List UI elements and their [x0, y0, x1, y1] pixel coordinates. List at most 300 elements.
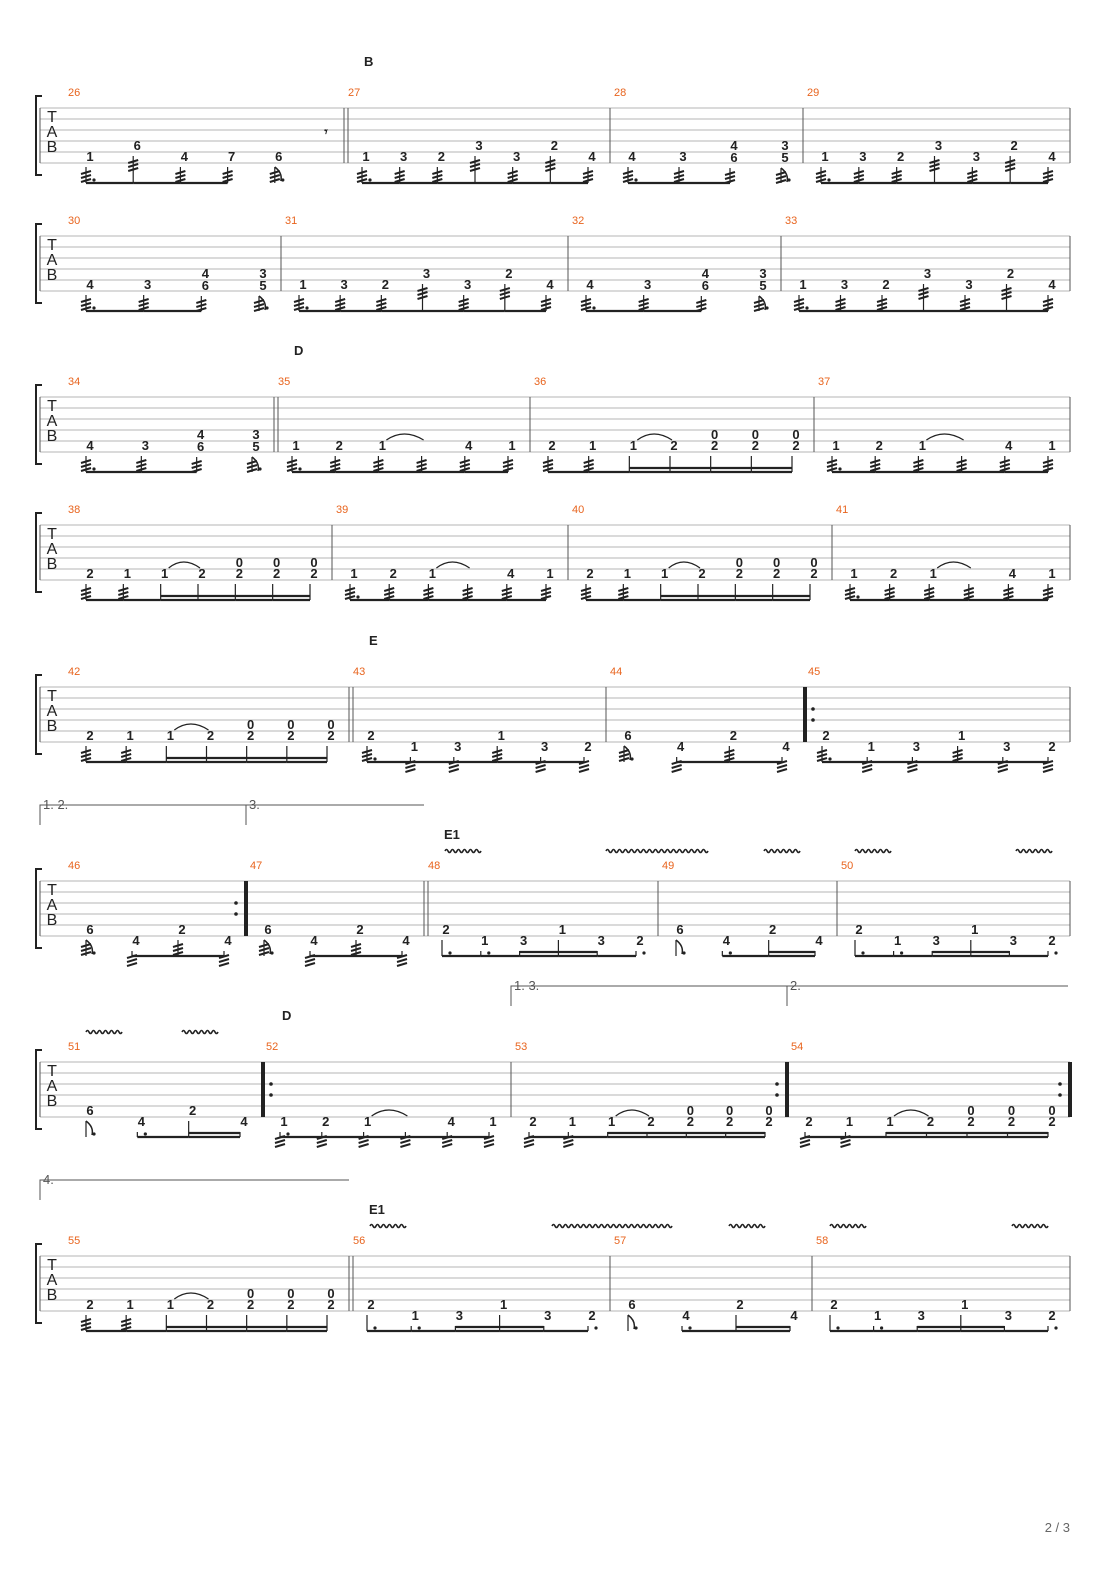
tab-clef-letter: A [46, 703, 58, 720]
tab-clef-letter: A [46, 252, 58, 269]
fret-number: 2 [189, 1103, 197, 1118]
fret-number: 5 [259, 278, 267, 293]
tab-clef-letter: B [46, 139, 58, 156]
staff-system [36, 343, 1070, 472]
fret-number: 2 [367, 1297, 375, 1312]
fret-number: 3 [1009, 933, 1018, 948]
duration-dot [265, 306, 268, 309]
tremolo-stroke [841, 1140, 851, 1143]
fret-number: 2 [751, 438, 759, 453]
fret-number: 2 [1007, 1114, 1016, 1129]
fret-number: 4 [86, 438, 94, 453]
fret-number: 1 [489, 1114, 497, 1129]
fret-number: 2 [586, 566, 594, 581]
fret-number: 2 [588, 1308, 596, 1323]
fret-number: 1 [873, 1308, 882, 1323]
vibrato-mark [552, 1225, 672, 1228]
fret-number: 6 [624, 728, 632, 743]
staff-system [36, 504, 1070, 600]
fret-number: 2 [442, 922, 450, 937]
tremolo-stroke [449, 769, 459, 772]
fret-number: 2 [327, 728, 335, 743]
duration-dot [880, 1326, 883, 1329]
repeat-start-bar [261, 1062, 265, 1117]
tremolo-stroke [405, 765, 415, 768]
tie-arc [174, 724, 208, 730]
fret-number: 0 [726, 1103, 734, 1118]
fret-number: 2 [327, 1297, 335, 1312]
tremolo-stroke [800, 1144, 810, 1147]
duration-dot [144, 1132, 147, 1135]
fret-number: 1 [558, 922, 567, 937]
tremolo-stroke [219, 963, 229, 966]
tie-arc [386, 434, 423, 440]
fret-number: 1 [961, 1297, 969, 1312]
repeat-dot [269, 1082, 273, 1086]
measure-number: 45 [808, 666, 821, 678]
tremolo-stroke [672, 769, 682, 772]
fret-number: 3 [1003, 739, 1011, 754]
fret-number: 1 [161, 566, 169, 581]
tremolo-stroke [275, 1144, 285, 1147]
vibrato-mark [1016, 850, 1052, 853]
fret-number: 2 [548, 438, 556, 453]
section-marker: D [282, 1008, 292, 1023]
fret-number: 6 [86, 1103, 94, 1118]
tremolo-stroke [998, 769, 1008, 772]
tremolo-stroke [579, 769, 589, 772]
volta-bracket [511, 986, 787, 1006]
fret-number: 2 [287, 728, 295, 743]
tab-clef-letter: B [46, 428, 58, 445]
fret-number: 3 [859, 149, 867, 164]
tremolo-stroke [862, 765, 872, 768]
fret-number: 4 [507, 566, 515, 581]
measure-number: 44 [610, 666, 623, 678]
fret-number: 3 [454, 739, 462, 754]
tremolo-stroke [397, 959, 407, 962]
fret-number: 2 [389, 566, 397, 581]
duration-dot [487, 951, 490, 954]
volta-label: 2. [790, 978, 801, 993]
fret-number: 2 [287, 1297, 295, 1312]
volta-label: 1. 2. [43, 797, 69, 812]
duration-dot [448, 951, 451, 954]
tie-arc [616, 1110, 649, 1116]
repeat-dot [234, 901, 238, 905]
tab-clef-letter: B [46, 556, 58, 573]
duration-dot [258, 467, 261, 470]
fret-number: 0 [765, 1103, 773, 1118]
fret-number: 0 [327, 717, 335, 732]
measure-number: 46 [68, 860, 81, 872]
measure-number: 38 [68, 504, 81, 516]
tremolo-stroke [317, 1144, 327, 1147]
fret-number: 3 [464, 277, 472, 292]
fret-number: 2 [550, 138, 558, 153]
fret-number: 0 [247, 1286, 255, 1301]
tremolo-stroke [127, 959, 137, 962]
fret-number: 1 [428, 566, 437, 581]
fret-number: 2 [1048, 1114, 1056, 1129]
staff-system [36, 797, 1070, 966]
tremolo-stroke [998, 765, 1008, 768]
staff-system [36, 54, 1070, 183]
volta-bracket [40, 805, 246, 825]
fret-number: 2 [822, 728, 830, 743]
fret-number: 4 [586, 277, 594, 292]
tie-arc [926, 434, 963, 440]
measure-number: 43 [353, 666, 366, 678]
tremolo-stroke [907, 765, 917, 768]
duration-dot [298, 467, 301, 470]
fret-number: 0 [810, 555, 818, 570]
fret-number: 1 [123, 566, 131, 581]
fret-number: 4 [682, 1308, 690, 1323]
fret-number: 3 [540, 739, 549, 754]
fret-number: 4 [815, 933, 823, 948]
fret-number: 1 [893, 933, 902, 948]
fret-number: 3 [400, 149, 408, 164]
fret-number: 2 [367, 728, 375, 743]
vibrato-mark [606, 850, 708, 853]
section-marker: B [364, 54, 374, 69]
fret-number: 2 [830, 1297, 838, 1312]
fret-number: 2 [247, 728, 255, 743]
duration-dot [373, 1326, 376, 1329]
fret-number: 2 [769, 922, 777, 937]
fret-number: 1 [166, 1297, 174, 1312]
fret-number: 1 [280, 1114, 288, 1129]
fret-number: 2 [86, 1297, 94, 1312]
fret-number: 1 [86, 149, 94, 164]
fret-number: 6 [86, 922, 94, 937]
duration-dot [92, 467, 95, 470]
measure-number: 51 [68, 1041, 81, 1053]
fret-number: 1 [126, 1297, 134, 1312]
fret-number: 1 [292, 438, 300, 453]
staff-system [36, 215, 1070, 311]
fret-number: 2 [686, 1114, 694, 1129]
fret-number: 7 [227, 149, 236, 164]
vibrato-mark [855, 850, 891, 853]
fret-number: 3 [259, 266, 267, 281]
section-marker: D [294, 343, 304, 358]
tremolo-stroke [1043, 765, 1053, 768]
fret-number: 0 [735, 555, 743, 570]
tab-clef-letter: A [46, 897, 58, 914]
fret-number: 1 [850, 566, 858, 581]
tab-clef-letter: B [46, 718, 58, 735]
measure-number: 33 [785, 215, 798, 227]
fret-number: 1 [126, 728, 134, 743]
fret-number: 0 [967, 1103, 975, 1118]
fret-number: 3 [934, 138, 943, 153]
fret-number: 3 [644, 277, 652, 292]
fret-number: 2 [584, 739, 592, 754]
tab-clef-letter: T [47, 1257, 57, 1274]
fret-number: 3 [544, 1308, 552, 1323]
fret-number: 3 [965, 277, 973, 292]
duration-dot [856, 595, 859, 598]
fret-number: 4 [722, 933, 730, 948]
tremolo-stroke [449, 765, 459, 768]
fret-number: 2 [875, 438, 883, 453]
tremolo-stroke [359, 1144, 369, 1147]
tremolo-stroke [777, 769, 787, 772]
tremolo-stroke [524, 1140, 534, 1143]
fret-number: 2 [810, 566, 818, 581]
tie-arc [174, 1293, 208, 1299]
fret-number: 2 [882, 277, 890, 292]
fret-number: 1 [411, 1308, 419, 1323]
tab-clef-letter: B [46, 267, 58, 284]
tremolo-stroke [1043, 769, 1053, 772]
duration-dot [356, 595, 359, 598]
measure-number: 50 [841, 860, 854, 872]
duration-dot [828, 757, 831, 760]
tab-clef-letter: A [46, 124, 58, 141]
fret-number: 2 [206, 1297, 215, 1312]
note-flag [628, 1315, 634, 1329]
fret-number: 5 [252, 439, 260, 454]
fret-number: 3 [597, 933, 605, 948]
fret-number: 0 [310, 555, 318, 570]
repeat-end-bar [1068, 1062, 1072, 1117]
tremolo-stroke [400, 1140, 410, 1143]
fret-number: 1 [546, 566, 554, 581]
tremolo-stroke [442, 1144, 452, 1147]
measure-number: 58 [816, 1235, 829, 1247]
fret-number: 3 [679, 149, 687, 164]
fret-number: 2 [1048, 1308, 1056, 1323]
fret-number: 4 [1008, 566, 1017, 581]
tremolo-stroke [400, 1144, 410, 1147]
fret-number: 1 [971, 922, 979, 937]
duration-dot [92, 951, 95, 954]
tremolo-stroke [405, 769, 415, 772]
fret-number: 4 [201, 266, 209, 281]
duration-dot [861, 951, 864, 954]
fret-number: 6 [197, 439, 205, 454]
measure-number: 37 [818, 376, 831, 388]
fret-number: 6 [701, 278, 709, 293]
fret-number: 2 [726, 1114, 734, 1129]
fret-number: 1 [886, 1114, 894, 1129]
duration-dot [92, 178, 95, 181]
fret-number: 6 [676, 922, 684, 937]
fret-number: 1 [1048, 566, 1056, 581]
fret-number: 1 [1048, 438, 1056, 453]
tremolo-stroke [275, 1140, 285, 1143]
fret-number: 2 [1048, 933, 1056, 948]
tab-clef-letter: T [47, 688, 57, 705]
fret-number: 2 [773, 566, 781, 581]
fret-number: 6 [628, 1297, 636, 1312]
fret-number: 3 [972, 149, 980, 164]
fret-number: 0 [1007, 1103, 1016, 1118]
tremolo-stroke [672, 765, 682, 768]
fret-number: 2 [729, 728, 737, 743]
vibrato-mark [182, 1031, 218, 1034]
fret-number: 2 [356, 922, 364, 937]
tie-arc [669, 562, 700, 568]
fret-number: 2 [765, 1114, 773, 1129]
measure-number: 34 [68, 376, 81, 388]
fret-number: 2 [805, 1114, 813, 1129]
section-marker: E [369, 633, 378, 648]
tremolo-stroke [305, 963, 315, 966]
fret-number: 2 [967, 1114, 975, 1129]
tremolo-stroke [317, 1140, 327, 1143]
fret-number: 1 [623, 566, 631, 581]
fret-number: 3 [144, 277, 152, 292]
duration-dot [286, 1132, 289, 1135]
tremolo-stroke [305, 959, 315, 962]
fret-number: 2 [322, 1114, 330, 1129]
fret-number: 4 [546, 277, 554, 292]
fret-number: 1 [845, 1114, 854, 1129]
duration-dot [827, 178, 830, 181]
fret-number: 2 [529, 1114, 537, 1129]
tie-arc [637, 434, 672, 440]
fret-number: 2 [698, 566, 706, 581]
fret-number: 0 [327, 1286, 335, 1301]
fret-number: 3 [759, 266, 767, 281]
fret-number: 0 [235, 555, 243, 570]
section-marker: E1 [369, 1202, 385, 1217]
fret-number: 1 [378, 438, 387, 453]
repeat-dot [234, 912, 238, 916]
fret-number: 1 [481, 933, 489, 948]
repeat-start-bar [803, 687, 807, 742]
duration-dot [838, 467, 841, 470]
fret-number: 4 [132, 933, 140, 948]
fret-number: 2 [735, 566, 743, 581]
measure-number: 35 [278, 376, 291, 388]
duration-dot [281, 178, 284, 181]
fret-number: 1 [918, 438, 927, 453]
fret-number: 0 [792, 427, 800, 442]
fret-number: 1 [608, 1114, 616, 1129]
fret-number: 4 [588, 149, 596, 164]
fret-number: 3 [513, 149, 521, 164]
duration-dot [765, 306, 768, 309]
fret-number: 0 [711, 427, 719, 442]
tie-arc [894, 1110, 929, 1116]
fret-number: 1 [661, 566, 669, 581]
fret-number: 4 [86, 277, 94, 292]
fret-number: 1 [957, 728, 966, 743]
tab-clef-letter: T [47, 109, 57, 126]
duration-dot [642, 951, 645, 954]
measure-number: 55 [68, 1235, 81, 1247]
fret-number: 4 [310, 933, 318, 948]
duration-dot [630, 757, 633, 760]
fret-number: 6 [133, 138, 141, 153]
measure-number: 49 [662, 860, 675, 872]
fret-number: 4 [224, 933, 232, 948]
tremolo-stroke [907, 769, 917, 772]
measure-number: 29 [807, 87, 820, 99]
fret-number: 1 [497, 728, 505, 743]
fret-number: 2 [736, 1297, 744, 1312]
fret-number: 0 [247, 717, 255, 732]
tremolo-stroke [397, 963, 407, 966]
fret-number: 4 [701, 266, 709, 281]
fret-number: 2 [636, 933, 644, 948]
tab-clef-letter: T [47, 882, 57, 899]
fret-number: 3 [455, 1308, 464, 1323]
tremolo-stroke [536, 765, 546, 768]
fret-number: 4 [677, 739, 685, 754]
rest-symbol: 𝄾 [324, 124, 328, 139]
fret-number: 2 [86, 566, 94, 581]
fret-number: 2 [335, 438, 343, 453]
volta-label: 3. [249, 797, 260, 812]
fret-number: 0 [686, 1103, 694, 1118]
duration-dot [592, 306, 595, 309]
fret-number: 1 [799, 277, 807, 292]
fret-number: 1 [568, 1114, 576, 1129]
fret-number: 3 [519, 933, 528, 948]
vibrato-mark [86, 1031, 122, 1034]
volta-bracket [246, 805, 424, 825]
tremolo-stroke [841, 1144, 851, 1147]
staff-system [36, 978, 1072, 1147]
tremolo-stroke [219, 959, 229, 962]
volta-bracket [787, 986, 1068, 1006]
fret-number: 2 [178, 922, 186, 937]
fret-number: 2 [670, 438, 678, 453]
vibrato-mark [830, 1225, 866, 1228]
duration-dot [305, 306, 308, 309]
fret-number: 1 [363, 1114, 372, 1129]
measure-number: 42 [68, 666, 81, 678]
fret-number: 4 [1048, 277, 1056, 292]
tab-clef-letter: A [46, 1272, 58, 1289]
fret-number: 0 [773, 555, 781, 570]
tab-clef-letter: A [46, 413, 58, 430]
tremolo-stroke [563, 1144, 573, 1147]
vibrato-mark [370, 1225, 406, 1228]
tab-clef-letter: B [46, 912, 58, 929]
fret-number: 0 [273, 555, 281, 570]
fret-number: 2 [505, 266, 513, 281]
repeat-dot [1058, 1082, 1062, 1086]
fret-number: 2 [1048, 739, 1056, 754]
fret-number: 2 [86, 728, 94, 743]
fret-number: 1 [166, 728, 174, 743]
fret-number: 4 [628, 149, 636, 164]
duration-dot [373, 757, 376, 760]
repeat-dot [775, 1093, 779, 1097]
vibrato-mark [764, 850, 800, 853]
duration-dot [92, 306, 95, 309]
tremolo-stroke [359, 1140, 369, 1143]
fret-number: 2 [235, 566, 243, 581]
tremolo-stroke [579, 765, 589, 768]
fret-number: 3 [912, 739, 921, 754]
staff-system [36, 633, 1070, 772]
fret-number: 5 [759, 278, 767, 293]
fret-number: 3 [932, 933, 940, 948]
duration-dot [1054, 951, 1057, 954]
measure-number: 27 [348, 87, 361, 99]
page-number: 2 / 3 [1044, 1520, 1070, 1535]
measure-number: 56 [353, 1235, 366, 1247]
vibrato-mark [445, 850, 481, 853]
